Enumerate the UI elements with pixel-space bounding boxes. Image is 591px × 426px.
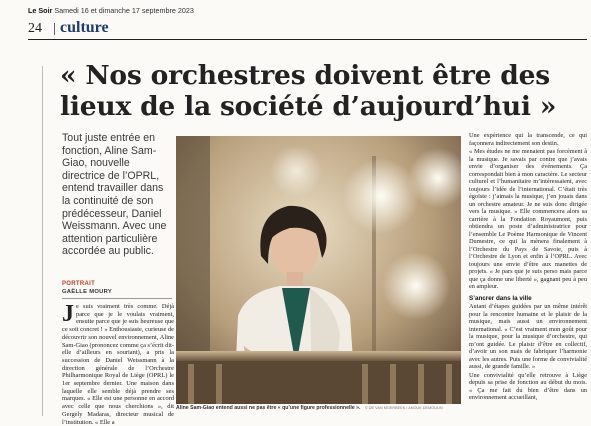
photo-credit: © DE VAN MOERBEEK / ANOUK DEMOULIN — [364, 406, 443, 410]
drop-cap: J — [62, 301, 74, 327]
newspaper-brand: Le Soir — [28, 6, 53, 15]
body-text-left: e suis vraiment très comme. Déjà parce que je le voulais vraiment, ensuite parce que je suis heureuse que ce soit concret ! » Enthousiaste, curieuse de découvrir son nouvel environnement, Aline Sam-Giao (prononcez comme ça s’écrit dit-elle d’ailleurs en souriant), a pris la succession de Daniel Weissmann à la direction générale de l’Orchestre Philharmonique Royal de Liège (OPRL) le 1er septembre dernier. Une maison dans laquelle elle semble déjà prendre ses marques. « Elle est une personne en accord avec celle que nous cherchions », dit Gergely Madaras, directeur musical de l’institution. « Elle a — [62, 303, 174, 426]
right-paragraph-2: Autant d’étapes guidées par un même intérêt pour la rencontre humaine et le plaisir de la musique, mais aussi un environnement international. « C’est vraiment mon goût pour la musique, pour la musique d’orchestre, qui m’ont guidée. Le plaisir d’être en collectif, d’avoir un son mais de fabriquer l’harmonie avec les autres. Puis une forme de convivialité aussi, de grande famille. » — [469, 303, 587, 370]
caption-text: Aline Sam-Giao entend aussi ne pas être « qu’une figure professionnelle ». — [176, 405, 361, 411]
page-number: 24 — [28, 21, 42, 36]
section-divider — [54, 23, 55, 35]
section-label: culture — [60, 19, 109, 36]
photo-caption — [176, 405, 461, 411]
byline-divider — [62, 298, 172, 299]
article-lead: Tout juste entrée en fonction, Aline Sam-Giao, nouvelle directrice de l’OPRL, entend travailler dans la continuité de son prédécesseur, Daniel Weissmann. Avec une attention particulière accordée au public. — [62, 132, 167, 258]
right-intro-paragraph: Une expérience qui la transcende, ce qui façonnera indirectement son destin. — [469, 132, 587, 147]
portrait-photo — [176, 136, 461, 404]
left-column-rule — [42, 66, 43, 416]
page-header — [28, 17, 587, 40]
article-headline: « Nos orchestres doivent être des lieux de la société d’aujourd’hui » — [60, 60, 557, 122]
right-paragraph-1: « Mes études ne me menaient pas forcément à la musique. Je savais par contre que j’avais envie d’organiser des événements. Ça correspondait bien à mon caractère. Le secteur culturel et l’humanitaire m’intéressaient, avec toujours l’idée de l’international. C’était très égoïste : j’aimais la musique, j’en jouais dans un orchestre amateur. Je ne suis donc dirigée vers la musique. » Elle commencera alors sa carrière à la Fondation Royaumont, puis obtiendra un poste d’administratrice pour l’ensemble Le Poème Harmonique de Vincent Dumestre, ce qui la mènera finalement à l’Orchestre du Pays de Savoie, puis à l’Orchestre de Lyon et enfin à l’OPRL. Avec toujours une envie d’être aux manettes de projets. « Je pars que je suis perso mais parce que ça donne une liberté », gagnant peu à peu en ampleur. — [469, 148, 587, 290]
byline-tag: PORTRAIT — [62, 281, 96, 287]
right-paragraph-3: Une convivialité qu’elle retrouve à Liège depuis sa prise de fonction au début du mois. « Ça me fait du bien d’être dans un environnement accueillant, — [469, 371, 587, 401]
article-subhead: S’ancrer dans la ville — [469, 294, 532, 302]
body-column-left — [62, 301, 174, 426]
byline-author: GAËLLE MOURY — [62, 289, 113, 295]
body-column-right — [469, 132, 587, 416]
masthead — [28, 6, 568, 15]
portrait-illustration — [176, 136, 461, 404]
issue-date: Samedi 16 et dimanche 17 septembre 2023 — [54, 6, 194, 15]
